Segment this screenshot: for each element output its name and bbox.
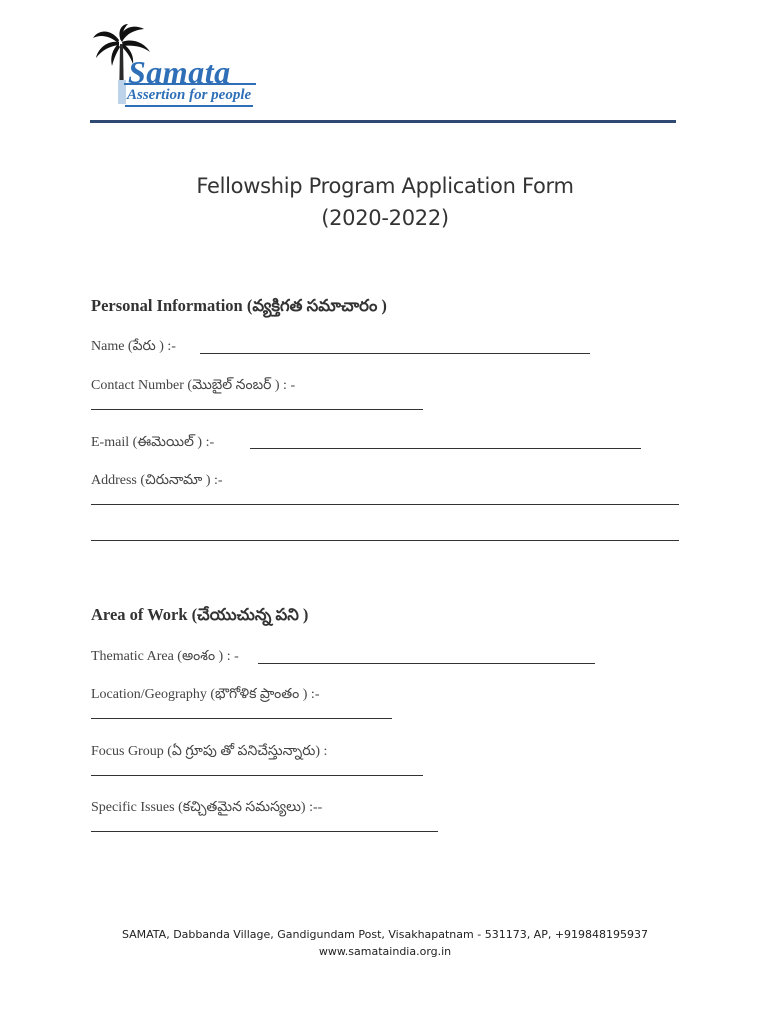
name-label: Name (పేరు ) :-: [91, 339, 176, 354]
location-label: Location/Geography (భౌగోళిక ప్రాంతం ) :-: [91, 687, 320, 702]
email-label: E-mail (ఈమెయిల్ ) :-: [91, 435, 215, 450]
specific-issues-field[interactable]: [91, 831, 438, 832]
header-divider: [90, 120, 676, 123]
logo-tagline: Assertion for people: [125, 87, 253, 107]
thematic-area-label: Thematic Area (అంశం ) : -: [91, 649, 239, 664]
specific-issues-label: Specific Issues (కచ్చితమైన సమస్యలు) :--: [91, 800, 323, 815]
focus-group-label: Focus Group (ఏ గ్రూపు తో పనిచేస్తున్నారు) :: [91, 744, 328, 759]
footer-website[interactable]: www.samataindia.org.in: [318, 945, 452, 958]
focus-group-field[interactable]: [91, 775, 423, 776]
samata-logo: [92, 24, 267, 110]
address-label: Address (చిరునామా ) :-: [91, 473, 223, 488]
thematic-area-field[interactable]: [258, 663, 595, 664]
personal-info-heading: Personal Information (వ్యక్తిగత సమాచారం ): [91, 296, 387, 315]
form-years: (2020-2022): [321, 206, 449, 230]
logo-name: Samata: [128, 54, 231, 90]
form-title: Fellowship Program Application Form: [196, 174, 574, 198]
name-field[interactable]: [200, 353, 590, 354]
footer-address: SAMATA, Dabbanda Village, Gandigundam Post, Visakhapatnam - 531173, AP, +919848195937: [121, 928, 649, 941]
address-field-line-2[interactable]: [91, 540, 679, 541]
contact-field[interactable]: [91, 409, 423, 410]
email-field[interactable]: [250, 448, 641, 449]
area-of-work-heading: Area of Work (చేయుచున్న పని ): [91, 605, 309, 624]
address-field-line-1[interactable]: [91, 504, 679, 505]
contact-label: Contact Number (మొబైల్ నంబర్ ) : -: [91, 378, 296, 393]
location-field[interactable]: [91, 718, 392, 719]
